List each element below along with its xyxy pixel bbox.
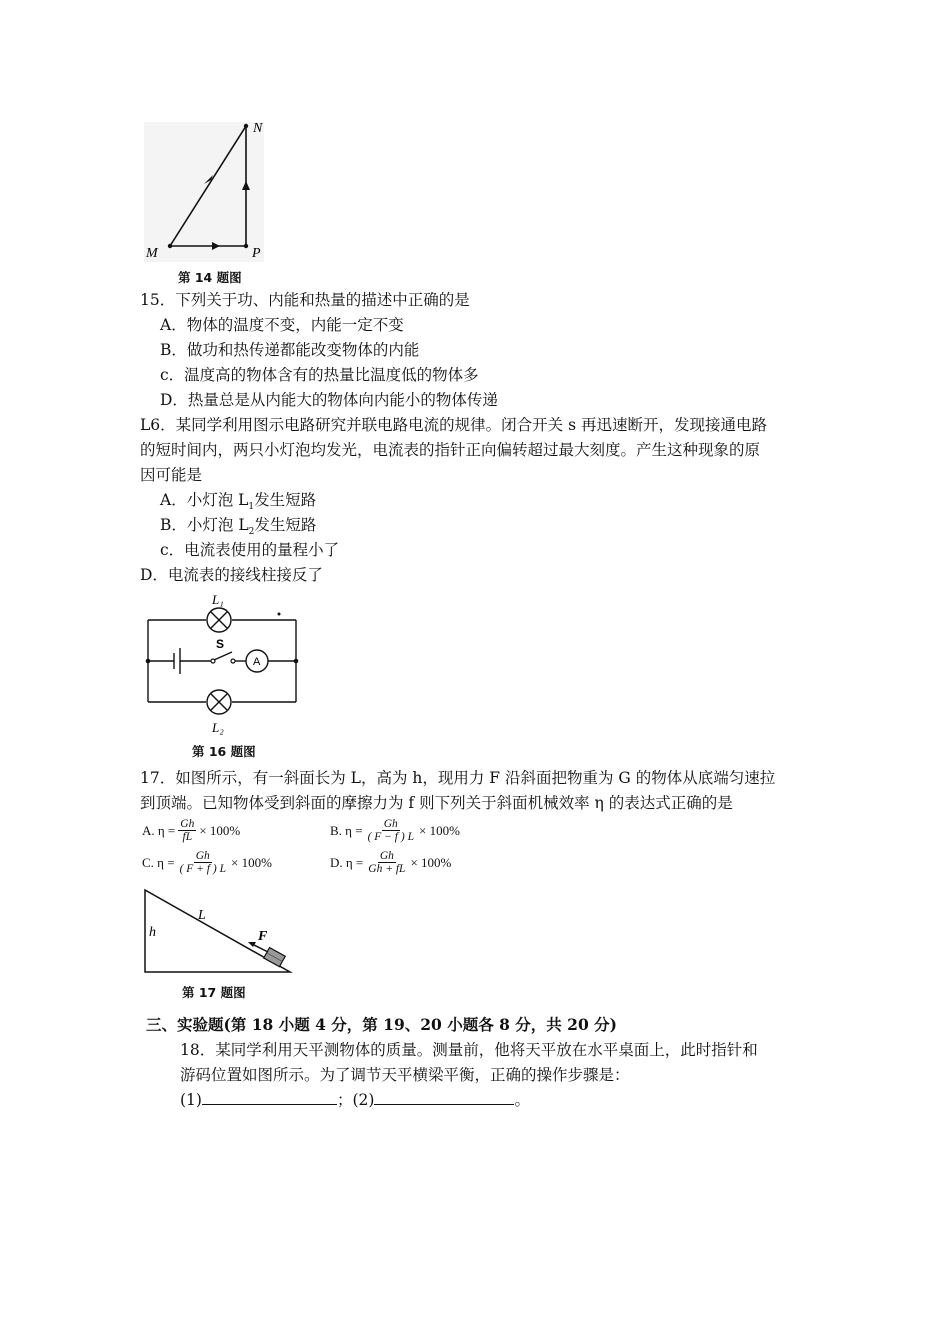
lamp-l1-icon	[207, 608, 231, 632]
label-h: h	[149, 925, 156, 940]
figure-17-caption: 第 17 题图	[182, 985, 246, 1000]
junction-left	[146, 659, 151, 664]
q18-stem-line-2: 游码位置如图所示。为了调节天平横梁平衡，正确的操作步骤是：	[180, 1066, 630, 1084]
figure-16-caption: 第 16 题图	[192, 744, 256, 759]
point-n	[244, 124, 248, 128]
q15-option-d: D．热量总是从内能大的物体向内能小的物体传递	[160, 391, 498, 409]
q17-a-num: Gh	[180, 818, 195, 830]
q16-option-a-sub: 1	[248, 502, 255, 513]
q17-b-suffix: × 100%	[418, 822, 460, 838]
q16-option-a-pre: A．小灯泡 L	[160, 491, 249, 509]
q17-option-b	[330, 818, 460, 843]
circuit-diagram	[140, 590, 310, 740]
q18-blank1-label: (1)	[180, 1091, 202, 1109]
q17-a-fraction	[178, 818, 196, 843]
q16-stem-line-2: 的短时间内，两只小灯泡均发光，电流表的指针正向偏转超过最大刻度。产生这种现象的原	[140, 441, 761, 459]
figure-14-caption: 第 14 题图	[178, 270, 242, 285]
q17-a-prefix: A. η =	[142, 822, 176, 838]
q16-option-b-sub: 2	[248, 527, 255, 538]
q17-a-suffix: × 100%	[199, 822, 241, 838]
q17-c-num: Gh	[195, 850, 210, 862]
q18-separator: ；	[336, 1091, 353, 1109]
stray-dot	[278, 613, 281, 616]
q16-option-b-post: 发生短路	[254, 516, 317, 534]
q18-blank-2[interactable]	[374, 1088, 514, 1105]
q17-b-num: Gh	[383, 818, 398, 830]
label-n: N	[253, 121, 263, 136]
label-l: L	[198, 908, 206, 923]
q17-a-den: fL	[182, 831, 193, 843]
q16-stem-line-1: L6．某同学利用图示电路研究并联电路电流的规律。闭合开关 s 再迅速断开，发现接通电路	[140, 416, 767, 434]
q17-option-c	[142, 850, 272, 875]
q17-b-prefix: B. η =	[330, 822, 363, 838]
incline-diagram	[140, 886, 300, 978]
q18-blank2-label: (2)	[352, 1091, 375, 1109]
q17-c-fraction	[178, 850, 228, 875]
label-l1: L₁	[212, 592, 224, 607]
q16-option-b-pre: B．小灯泡 L	[160, 516, 249, 534]
q16-option-c: c．电流表使用的量程小了	[160, 541, 340, 559]
battery-icon	[174, 648, 180, 674]
q17-d-fraction	[366, 850, 407, 875]
q17-d-den: Gh + fL	[368, 863, 406, 875]
label-s: S	[216, 637, 225, 651]
lamp-l2-icon	[207, 690, 231, 714]
label-ammeter: A	[253, 656, 261, 668]
q17-d-num: Gh	[379, 850, 394, 862]
q15-option-c: c．温度高的物体含有的热量比温度低的物体多	[160, 366, 479, 384]
q17-stem-line-1: 17．如图所示，有一斜面长为 L，高为 h，现用力 F 沿斜面把物重为 G 的物体从底端匀速拉	[140, 769, 776, 787]
q18-stem-line-1: 18．某同学利用天平测物体的质量。测量前，他将天平放在水平桌面上，此时指针和	[180, 1041, 758, 1059]
q17-c-prefix: C. η =	[142, 854, 175, 870]
q17-c-den: ( F + f ) L	[179, 863, 226, 875]
q17-stem-line-2: 到顶端。已知物体受到斜面的摩擦力为 f 则下列关于斜面机械效率 η 的表达式正确的是	[140, 794, 733, 812]
q18-answer-line	[180, 1088, 530, 1112]
q17-c-suffix: × 100%	[230, 854, 272, 870]
force-arrow-head	[248, 942, 256, 947]
q17-d-suffix: × 100%	[410, 854, 452, 870]
label-m: M	[146, 246, 158, 261]
vector-triangle-diagram	[140, 118, 275, 263]
q17-option-d	[330, 850, 451, 875]
point-m	[168, 244, 172, 248]
junction-right	[294, 659, 299, 664]
q18-blank-1[interactable]	[202, 1088, 337, 1105]
label-p: P	[252, 246, 261, 261]
q15-option-a: A．物体的温度不变，内能一定不变	[160, 316, 404, 334]
q18-end: 。	[514, 1091, 530, 1109]
section-3-title: 三、实验题(第 18 小题 4 分，第 19、20 小题各 8 分，共 20 分)	[146, 1015, 617, 1034]
q16-option-d: D．电流表的接线柱接反了	[140, 566, 323, 584]
figure-16	[140, 590, 310, 760]
point-p	[244, 244, 248, 248]
q15-stem: 15．下列关于功、内能和热量的描述中正确的是	[140, 291, 470, 309]
q17-option-a	[142, 818, 240, 843]
q15-option-b: B．做功和热传递都能改变物体的内能	[160, 341, 420, 359]
q17-b-den: ( F − f ) L	[367, 831, 414, 843]
label-f: F	[258, 929, 268, 944]
q16-stem-line-3: 因可能是	[140, 466, 203, 484]
force-arrow-shaft	[252, 944, 268, 952]
q17-b-fraction	[366, 818, 416, 843]
q17-d-prefix: D. η =	[330, 854, 364, 870]
q16-option-a-post: 发生短路	[254, 491, 317, 509]
switch-s-icon	[211, 652, 235, 663]
figure-17	[140, 886, 300, 1004]
label-l2: L₂	[212, 720, 224, 735]
figure-14	[140, 118, 275, 288]
